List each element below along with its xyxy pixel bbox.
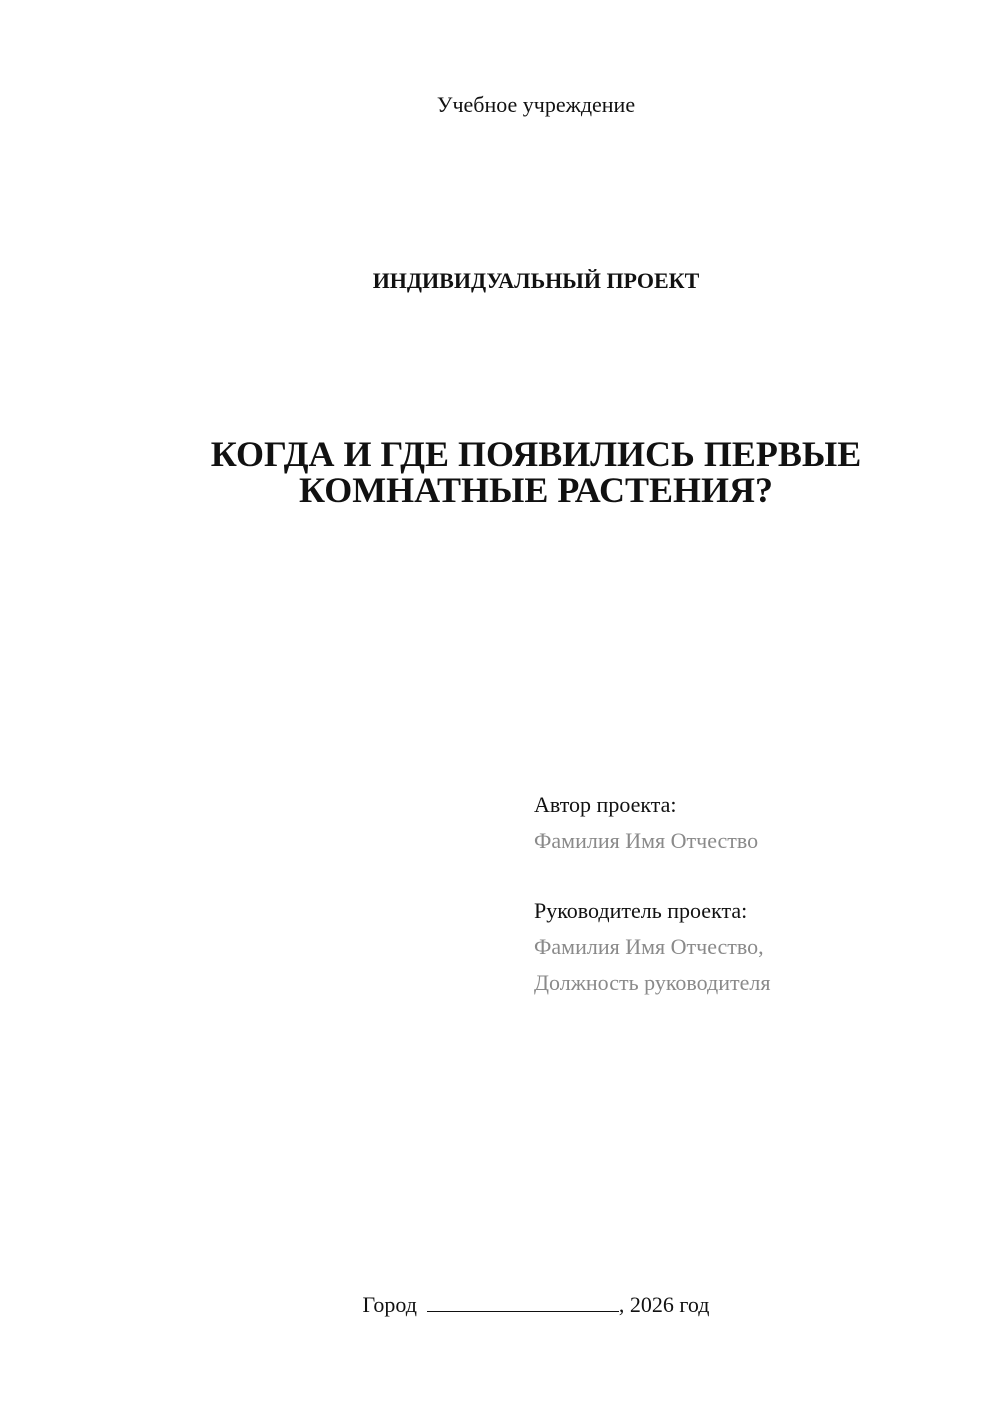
city-year-line (36, 1291, 1000, 1319)
institution-name: Учебное учреждение (436, 92, 636, 117)
author-label: Автор проекта: (534, 792, 677, 817)
city-label: Город (362, 1292, 417, 1317)
supervisor-name: Фамилия Имя Отчество, (534, 934, 764, 959)
project-title-line-2: КОМНАТНЫЕ РАСТЕНИЯ? (298, 470, 773, 510)
project-title-line-1: КОГДА И ГДЕ ПОЯВИЛИСЬ ПЕРВЫЕ (210, 434, 862, 474)
document-type: ИНДИВИДУАЛЬНЫЙ ПРОЕКТ (372, 268, 700, 293)
supervisor-label: Руководитель проекта: (534, 898, 748, 923)
project-title (36, 436, 1000, 508)
city-blank-line (427, 1291, 619, 1312)
supervisor-position: Должность руководителя (534, 970, 771, 995)
supervisor-block (534, 893, 770, 1001)
year-text: , 2026 год (618, 1292, 710, 1317)
author-name: Фамилия Имя Отчество (534, 828, 759, 853)
author-block (534, 787, 758, 859)
